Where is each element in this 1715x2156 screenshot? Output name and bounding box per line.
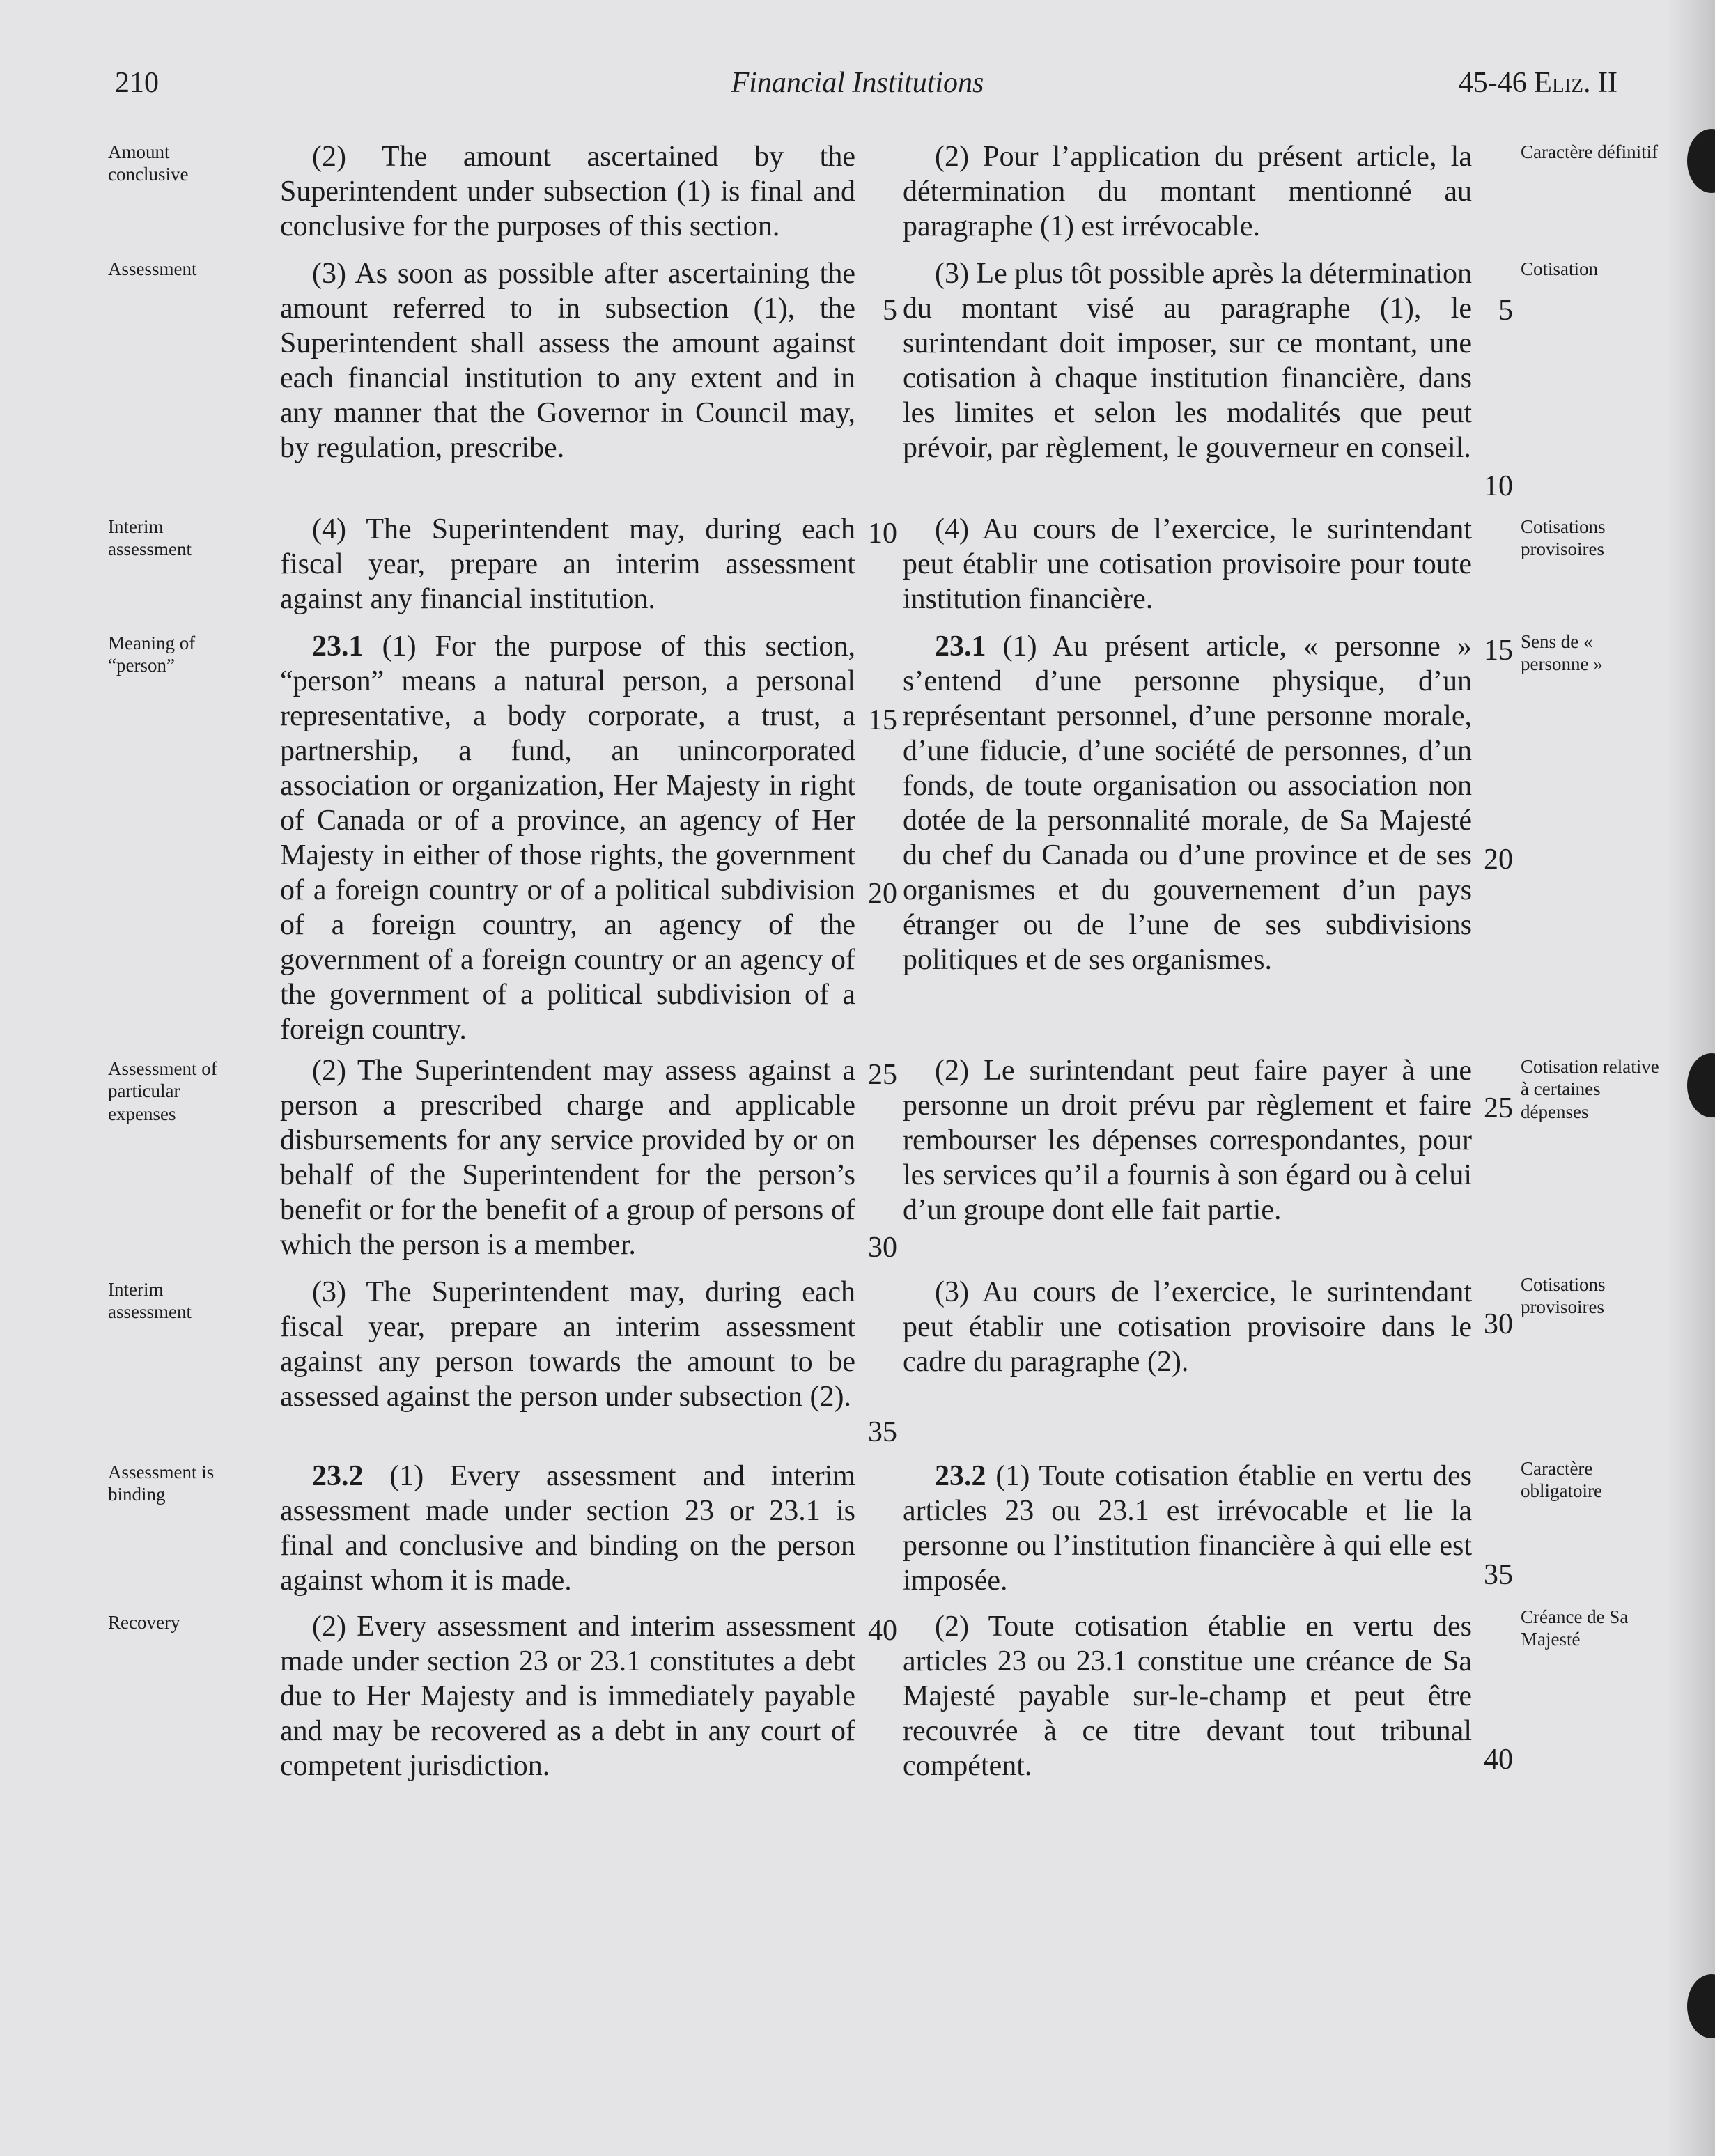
margin-note-en: Interim assessment — [108, 516, 192, 560]
section-number: 23.2 — [935, 1460, 986, 1492]
en-paragraph — [280, 1459, 855, 1598]
line-number-fr: 20 — [1484, 844, 1513, 876]
line-number-en: 10 — [868, 518, 897, 550]
en-paragraph — [280, 1275, 855, 1414]
line-number-fr: 25 — [1484, 1092, 1513, 1124]
margin-note-fr: Cotisations provisoires — [1521, 516, 1606, 560]
en-text-body: (1) For the purpose of this section, “person” means a natural person, a personal representative, a body corporate, a trust, a partnership, a fund, an unincorporated association or organization, Her Majesty in right of Canada or of a province, an agency of Her Majesty in either of those rights, the government of a foreign country or of a political subdivision of a foreign country, an agency of the government of a foreign country or an agency of the government of a political subdivision of a foreign country. — [280, 630, 855, 1046]
page-number: 210 — [115, 67, 159, 99]
margin-note-en: Assessment is binding — [108, 1461, 215, 1505]
running-title: Financial Institutions — [731, 67, 984, 99]
fr-paragraph — [903, 1275, 1472, 1379]
fr-text: (2) Pour l’application du présent article, la détermination du montant mentionné au paragraphe (1) est irrévocable. — [903, 141, 1472, 242]
section-number: 23.1 — [312, 630, 364, 662]
line-number-fr: 10 — [1484, 470, 1513, 502]
margin-note-fr: Cotisation relative à certaines dépenses — [1521, 1056, 1659, 1122]
line-number-fr: 35 — [1484, 1559, 1513, 1591]
margin-note-en: Amount conclusive — [108, 141, 189, 185]
line-number-en: 15 — [868, 704, 897, 736]
regnal-year: 45-46 Eliz. II — [1458, 67, 1617, 99]
line-number-en: 40 — [868, 1615, 897, 1647]
line-number-fr: 15 — [1484, 635, 1513, 667]
fr-text — [903, 629, 1472, 977]
en-text: (4) The Superintendent may, during each fiscal year, prepare an interim assessment against any financial institution. — [280, 513, 855, 615]
margin-note-en: Assessment of particular expenses — [108, 1058, 217, 1124]
margin-note-fr: Cotisation — [1521, 258, 1599, 279]
en-paragraph — [280, 1053, 855, 1262]
en-text: (2) Every assessment and interim assessment made under section 23 or 23.1 constitutes a debt due to Her Majesty and is immediately payable and may be recovered as a debt in any court of competent jurisdiction. — [280, 1611, 855, 1782]
section-number: 23.1 — [935, 630, 986, 662]
fr-text-body: (1) Toute cotisation établie en vertu des articles 23 ou 23.1 est irrévocable et lie la personne ou l’institution financière à qui elle est imposée. — [903, 1460, 1472, 1597]
fr-text: (3) Le plus tôt possible après la détermination du montant visé au paragraphe (1), le surintendant doit imposer, sur ce montant, une cotisation à chaque institution financière, dans les limites et selon les modalités que peut prévoir, par règlement, le gouverneur en conseil. — [903, 258, 1472, 464]
line-number-en: 35 — [868, 1416, 897, 1448]
margin-note-fr: Sens de « personne » — [1521, 631, 1603, 675]
en-paragraph — [280, 629, 855, 1047]
en-paragraph — [280, 1609, 855, 1783]
margin-note-fr: Cotisations provisoires — [1521, 1274, 1606, 1318]
fr-text: (2) Le surintendant peut faire payer à une personne un droit prévu par règlement et faire rembourser les dépenses correspondantes, pour les services qu’il a fournis à son égard ou à celui d’un groupe dont elle fait partie. — [903, 1055, 1472, 1226]
fr-paragraph — [903, 1459, 1472, 1598]
fr-paragraph — [903, 512, 1472, 616]
en-text — [280, 629, 855, 1047]
fr-text: (2) Toute cotisation établie en vertu des articles 23 ou 23.1 constitue une créance de Sa Majesté payable sur-le-champ et peut être recouvrée à ce titre devant tout tribunal compétent. — [903, 1611, 1472, 1782]
fr-paragraph — [903, 256, 1472, 465]
line-number-en: 5 — [883, 295, 897, 327]
en-text-body: (1) Every assessment and interim assessment made under section 23 or 23.1 is final and conclusive and binding on the person against whom it is made. — [280, 1460, 855, 1597]
en-text — [280, 1459, 855, 1598]
line-number-en: 30 — [868, 1232, 897, 1264]
line-number-fr: 30 — [1484, 1308, 1513, 1340]
fr-paragraph — [903, 1609, 1472, 1783]
fr-text: (4) Au cours de l’exercice, le surintendant peut établir une cotisation provisoire pour toute institution financière. — [903, 513, 1472, 615]
fr-paragraph — [903, 1053, 1472, 1227]
en-text: (3) As soon as possible after ascertaining the amount referred to in subsection (1), the Superintendent shall assess the amount against each financial institution to any extent and in any manner that the Governor in Council may, by regulation, prescribe. — [280, 258, 855, 464]
en-text: (2) The Superintendent may assess against a person a prescribed charge and applicable disbursements for any service provided by or on behalf of the Superintendent for the person’s benefit or for the benefit of a group of persons of which the person is a member. — [280, 1055, 855, 1261]
margin-note-fr: Caractère définitif — [1521, 141, 1659, 162]
fr-paragraph — [903, 629, 1472, 977]
en-text: (3) The Superintendent may, during each fiscal year, prepare an interim assessment against any person towards the amount to be assessed against the person under subsection (2). — [280, 1276, 855, 1413]
line-number-en: 20 — [868, 878, 897, 910]
fr-text-body: (1) Au présent article, « personne » s’entend d’une personne physique, d’un représentant personnel, d’une personne morale, d’une fiducie, d’une société de personnes, d’un fonds, de toute organisation ou association non dotée de la personnalité morale, de Sa Majesté du chef du Canada ou d’une province et de ses organismes et du gouvernement d’un pays étranger ou de l’une de ses subdivisions politiques et de ses organismes. — [903, 630, 1472, 976]
line-number-fr: 5 — [1498, 295, 1513, 327]
fr-text — [903, 1459, 1472, 1598]
margin-note-fr: Caractère obligatoire — [1521, 1458, 1602, 1502]
en-text: (2) The amount ascertained by the Superintendent under subsection (1) is final and conclusive for the purposes of this section. — [280, 141, 855, 242]
en-paragraph — [280, 256, 855, 465]
margin-note-fr: Créance de Sa Majesté — [1521, 1606, 1629, 1650]
margin-note-en: Assessment — [108, 258, 197, 279]
fr-paragraph — [903, 139, 1472, 244]
fr-text: (3) Au cours de l’exercice, le surintendant peut établir une cotisation provisoire dans le cadre du paragraphe (2). — [903, 1276, 1472, 1378]
section-number: 23.2 — [312, 1460, 364, 1492]
margin-note-en: Recovery — [108, 1612, 180, 1633]
line-number-en: 25 — [868, 1059, 897, 1091]
en-paragraph — [280, 512, 855, 616]
margin-note-en: Meaning of “person” — [108, 633, 196, 676]
en-paragraph — [280, 139, 855, 244]
margin-note-en: Interim assessment — [108, 1279, 192, 1323]
line-number-fr: 40 — [1484, 1744, 1513, 1776]
